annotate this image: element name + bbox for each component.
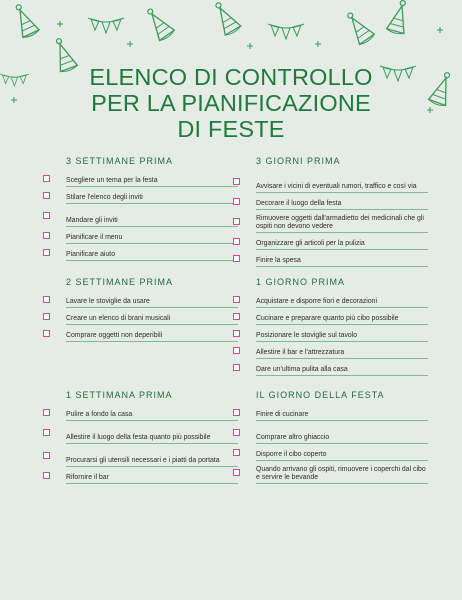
item-rule xyxy=(66,260,238,261)
checkbox[interactable] xyxy=(233,198,240,205)
checklist xyxy=(256,291,428,376)
title-line: DI FESTE xyxy=(177,116,285,142)
list-item xyxy=(256,233,428,250)
item-label: Rimuovere oggetti dall'armadietto dei medicinali che gli ospiti non devono vedere xyxy=(256,214,424,230)
item-rule xyxy=(66,483,238,484)
checklist xyxy=(256,404,428,484)
item-rule xyxy=(256,483,428,484)
item-label: Pulire a fondo la casa xyxy=(66,410,133,418)
list-item xyxy=(66,467,238,484)
section-3-days-before xyxy=(256,156,428,267)
section-party-day xyxy=(256,390,428,484)
checkbox[interactable] xyxy=(233,313,240,320)
item-label: Posizionare le stoviglie sul tavolo xyxy=(256,331,358,339)
section-1-day-before xyxy=(256,277,428,376)
list-item xyxy=(256,461,428,484)
checklist xyxy=(66,404,238,484)
list-item xyxy=(256,193,428,210)
list-item xyxy=(256,291,428,308)
list-item xyxy=(256,170,428,193)
confetti-star-icon xyxy=(315,41,321,47)
item-label: Comprare oggetti non deperibili xyxy=(66,331,163,339)
checkbox[interactable] xyxy=(43,330,50,337)
section-3-weeks-before xyxy=(66,156,238,261)
item-label: Quando arrivano gli ospiti, rimuovere i coperchi dal cibo e servire le bevande xyxy=(256,465,426,481)
checkbox[interactable] xyxy=(233,238,240,245)
list-item xyxy=(66,187,238,204)
item-label: Dare un'ultima pulita alla casa xyxy=(256,365,348,373)
list-item xyxy=(256,308,428,325)
party-hat-icon xyxy=(386,0,412,35)
item-label: Finire di cucinare xyxy=(256,410,309,418)
list-item xyxy=(66,444,238,467)
checkbox[interactable] xyxy=(43,296,50,303)
list-item xyxy=(256,404,428,421)
list-item xyxy=(256,342,428,359)
item-rule xyxy=(256,375,428,376)
checkbox[interactable] xyxy=(233,178,240,185)
item-label: Finire la spesa xyxy=(256,256,301,264)
item-label: Creare un elenco di brani musicali xyxy=(66,314,171,322)
page-title xyxy=(0,64,462,142)
item-label: Allestire il luogo della festa quanto più possibile xyxy=(66,433,211,441)
party-hat-icon xyxy=(341,8,375,46)
section-heading: 3 SETTIMANE PRIMA xyxy=(66,156,174,166)
section-heading: 3 GIORNI PRIMA xyxy=(256,156,341,166)
checkbox[interactable] xyxy=(233,296,240,303)
list-item xyxy=(66,291,238,308)
item-label: Pianificare il menu xyxy=(66,233,123,241)
section-heading: IL GIORNO DELLA FESTA xyxy=(256,390,385,400)
item-rule xyxy=(66,341,238,342)
checkbox[interactable] xyxy=(43,232,50,239)
section-heading: 1 GIORNO PRIMA xyxy=(256,277,346,287)
list-item xyxy=(66,308,238,325)
checkbox[interactable] xyxy=(43,452,50,459)
list-item xyxy=(256,444,428,461)
bunting-icon xyxy=(268,24,304,39)
title-line: PER LA PIANIFICAZIONE xyxy=(91,90,371,116)
item-label: Scegliere un tema per la festa xyxy=(66,176,158,184)
item-label: Cucinare e preparare quanto più cibo possibile xyxy=(256,314,399,322)
list-item xyxy=(66,244,238,261)
checklist xyxy=(66,170,238,261)
list-item xyxy=(256,421,428,444)
checkbox[interactable] xyxy=(233,364,240,371)
item-label: Acquistare e disporre fiori e decorazioni xyxy=(256,297,378,305)
bunting-icon xyxy=(88,18,124,33)
checkbox[interactable] xyxy=(233,409,240,416)
item-label: Stilare l'elenco degli inviti xyxy=(66,193,143,201)
checkbox[interactable] xyxy=(43,249,50,256)
list-item xyxy=(256,359,428,376)
list-item xyxy=(66,227,238,244)
checkbox[interactable] xyxy=(233,449,240,456)
checkbox[interactable] xyxy=(43,192,50,199)
checkbox[interactable] xyxy=(233,330,240,337)
item-label: Decorare il luogo della festa xyxy=(256,199,342,207)
checkbox[interactable] xyxy=(43,409,50,416)
section-heading: 1 SETTIMANA PRIMA xyxy=(66,390,173,400)
checkbox[interactable] xyxy=(233,469,240,476)
confetti-star-icon xyxy=(247,43,253,49)
list-item xyxy=(256,250,428,267)
item-label: Avvisare i vicini di eventuali rumori, traffico e così via xyxy=(256,182,417,190)
item-rule xyxy=(256,266,428,267)
checkbox[interactable] xyxy=(43,429,50,436)
checkbox[interactable] xyxy=(43,212,50,219)
list-item xyxy=(66,421,238,444)
item-label: Rifornire il bar xyxy=(66,473,109,481)
list-item xyxy=(66,325,238,342)
list-item xyxy=(66,170,238,187)
item-label: Allestire il bar e l'attrezzatura xyxy=(256,348,345,356)
item-label: Disporre il cibo coperto xyxy=(256,450,327,458)
list-item xyxy=(66,404,238,421)
party-hat-icon xyxy=(141,4,175,42)
checkbox[interactable] xyxy=(233,218,240,225)
item-label: Procurarsi gli utensili necessari e i piatti da portata xyxy=(66,456,220,464)
checklist xyxy=(66,291,238,342)
item-label: Lavare le stoviglie da usare xyxy=(66,297,150,305)
party-hat-icon xyxy=(10,1,40,39)
item-label: Mandare gli inviti xyxy=(66,216,118,224)
list-item xyxy=(66,204,238,227)
item-label: Comprare altro ghiaccio xyxy=(256,433,330,441)
confetti-star-icon xyxy=(437,27,443,33)
party-hat-icon xyxy=(209,0,241,37)
checkbox[interactable] xyxy=(43,175,50,182)
checklist xyxy=(256,170,428,267)
confetti-star-icon xyxy=(57,21,63,27)
section-1-week-before xyxy=(66,390,238,484)
confetti-star-icon xyxy=(127,41,133,47)
checkbox[interactable] xyxy=(233,347,240,354)
checkbox[interactable] xyxy=(233,255,240,262)
title-line: ELENCO DI CONTROLLO xyxy=(89,64,373,90)
section-heading: 2 SETTIMANE PRIMA xyxy=(66,277,174,287)
item-label: Pianificare aiuto xyxy=(66,250,116,258)
checkbox[interactable] xyxy=(43,472,50,479)
list-item xyxy=(256,210,428,233)
section-2-weeks-before xyxy=(66,277,238,342)
checkbox[interactable] xyxy=(233,429,240,436)
item-label: Organizzare gli articoli per la pulizia xyxy=(256,239,365,247)
list-item xyxy=(256,325,428,342)
checkbox[interactable] xyxy=(43,313,50,320)
